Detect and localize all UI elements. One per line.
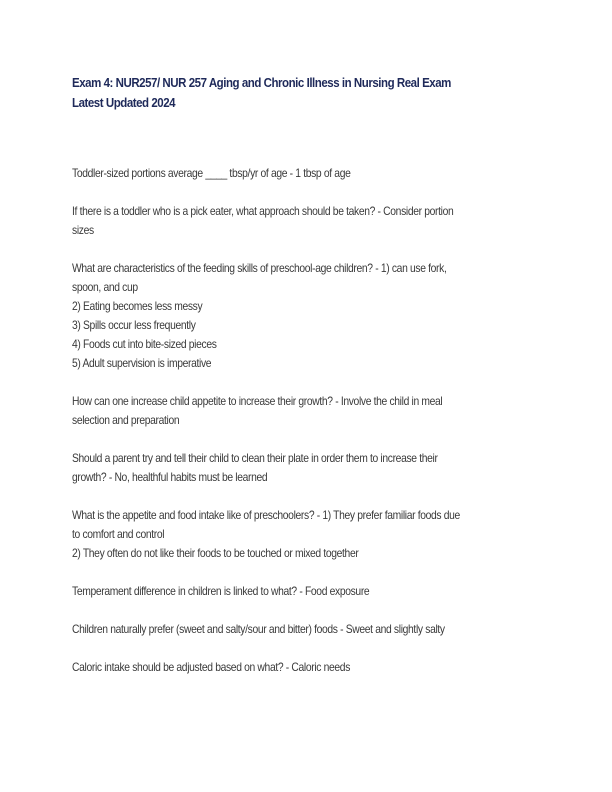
text-line: 3) Spills occur less frequently <box>72 318 196 332</box>
qa-item <box>72 449 542 487</box>
qa-item <box>72 506 542 563</box>
qa-item <box>72 620 542 639</box>
text-line: 5) Adult supervision is imperative <box>72 356 212 370</box>
text-line: 2) Eating becomes less messy <box>72 299 203 313</box>
qa-item <box>72 259 542 373</box>
title-line-2: Latest Updated 2024 <box>72 96 176 110</box>
text-line: 2) They often do not like their foods to be touched or mixed together <box>72 546 359 560</box>
qa-item <box>72 202 542 240</box>
text-line: sizes <box>72 223 94 237</box>
title-line-1: Exam 4: NUR257/ NUR 257 Aging and Chronic Illness in Nursing Real Exam <box>72 76 451 90</box>
text-line: How can one increase child appetite to increase their growth? - Involve the child in meal <box>72 394 443 408</box>
text-line: selection and preparation <box>72 413 180 427</box>
text-line: spoon, and cup <box>72 280 138 294</box>
text-line: Should a parent try and tell their child to clean their plate in order them to increase their <box>72 451 438 465</box>
document-title <box>72 73 514 113</box>
text-line: What is the appetite and food intake like of preschoolers? - 1) They prefer familiar foods due <box>72 508 460 522</box>
text-line: Caloric intake should be adjusted based on what? - Caloric needs <box>72 660 351 674</box>
qa-item <box>72 582 542 601</box>
qa-item <box>72 164 542 183</box>
text-line: Children naturally prefer (sweet and salty/sour and bitter) foods - Sweet and slightly salty <box>72 622 445 636</box>
text-line: Temperament difference in children is linked to what? - Food exposure <box>72 584 370 598</box>
text-line: Toddler-sized portions average ____ tbsp/yr of age - 1 tbsp of age <box>72 166 351 180</box>
text-line: What are characteristics of the feeding skills of preschool-age children? - 1) can use fork, <box>72 261 447 275</box>
text-line: to comfort and control <box>72 527 165 541</box>
text-line: growth? - No, healthful habits must be learned <box>72 470 268 484</box>
qa-item <box>72 658 542 677</box>
qa-item <box>72 392 542 430</box>
text-line: If there is a toddler who is a pick eater, what approach should be taken? - Consider portion <box>72 204 454 218</box>
text-line: 4) Foods cut into bite-sized pieces <box>72 337 217 351</box>
document-body <box>72 164 542 696</box>
